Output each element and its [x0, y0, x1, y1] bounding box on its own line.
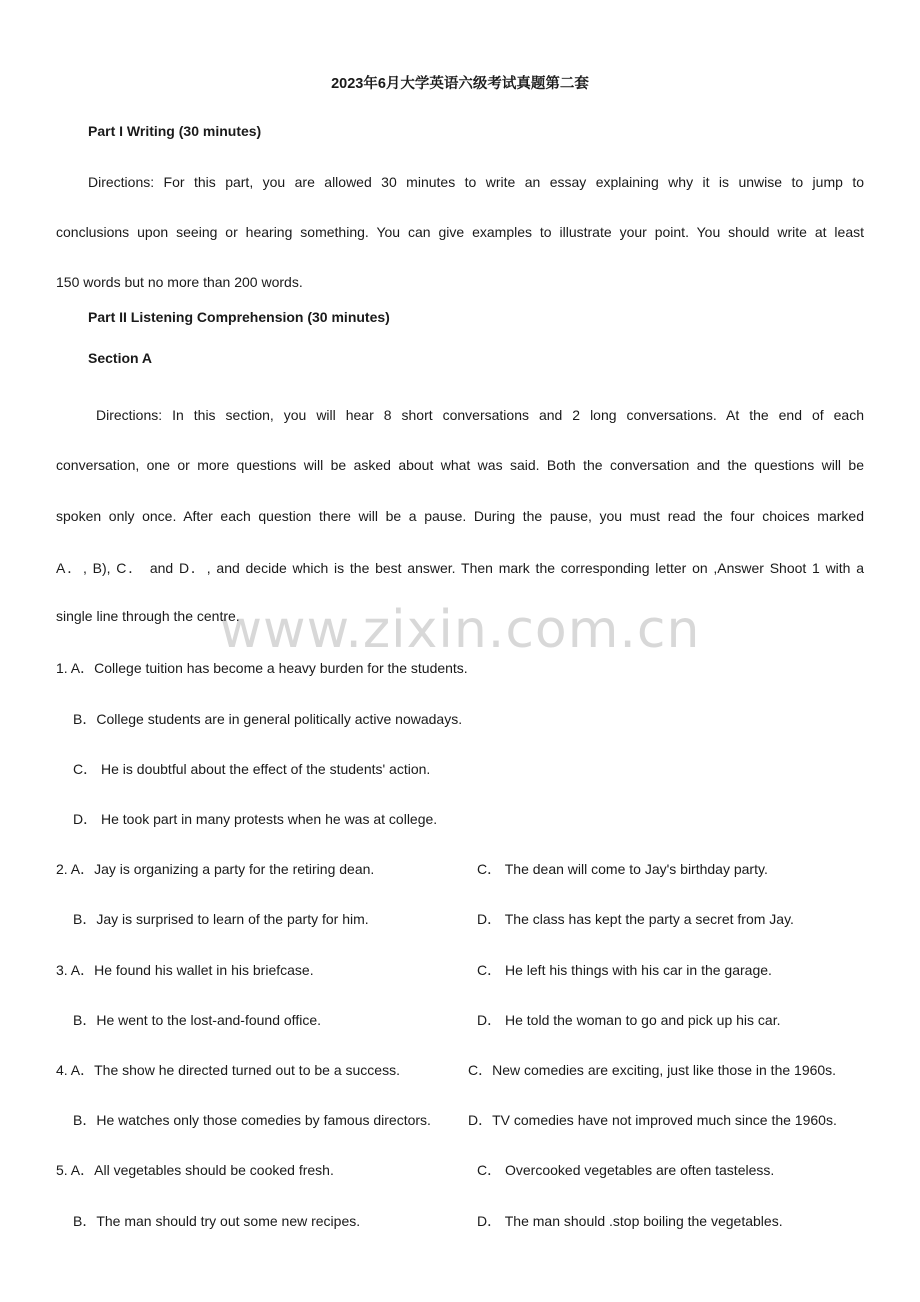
part2-directions-line-1: Directions: In this section, you will hear 8 short conversations and 2 long conversations. At the end of each: [96, 407, 864, 423]
q5-option-b: B．The man should try out some new recipes.: [73, 1213, 361, 1229]
part2-directions-line-4: A．, B), C． and D．, and decide which is the best answer. Then mark the corresponding letter on ,Answer Shoot 1 with a: [56, 560, 864, 576]
q2-option-a: 2. A．Jay is organizing a party for the retiring dean.: [56, 861, 375, 877]
part2-directions-line-3: spoken only once. After each question there will be a pause. During the pause, you must read the four choices marked: [56, 508, 864, 524]
part1-directions-line-1: Directions: For this part, you are allowed 30 minutes to write an essay explaining why it is unwise to jump to: [88, 174, 864, 190]
part1-directions-line-3: 150 words but no more than 200 words.: [56, 274, 303, 290]
q3-option-d: D． He told the woman to go and pick up his car.: [477, 1012, 781, 1028]
watermark: www.zixin.com.cn: [219, 600, 701, 660]
q4-option-b: B．He watches only those comedies by famous directors.: [73, 1112, 431, 1128]
part2-directions-line-2: conversation, one or more questions will be asked about what was said. Both the conversation and the questions will be: [56, 457, 864, 473]
page-title: 2023年6月大学英语六级考试真题第二套: [331, 76, 589, 92]
part1-heading: Part I Writing (30 minutes): [88, 123, 262, 139]
q2-option-b: B．Jay is surprised to learn of the party for him.: [73, 911, 369, 927]
q5-option-c: C． Overcooked vegetables are often tasteless.: [477, 1162, 775, 1178]
q5-option-d: D． The man should .stop boiling the vegetables.: [477, 1213, 783, 1229]
q3-option-a: 3. A．He found his wallet in his briefcase.: [56, 962, 314, 978]
q1-option-d: D． He took part in many protests when he was at college.: [73, 811, 438, 827]
q4-option-a: 4. A．The show he directed turned out to be a success.: [56, 1062, 400, 1078]
q3-option-c: C． He left his things with his car in the garage.: [477, 962, 772, 978]
q2-option-c: C． The dean will come to Jay's birthday party.: [477, 861, 768, 877]
q1-option-b: B．College students are in general politically active nowadays.: [73, 711, 463, 727]
q1-option-a: 1. A．College tuition has become a heavy burden for the students.: [56, 660, 468, 676]
q2-option-d: D． The class has kept the party a secret from Jay.: [477, 911, 794, 927]
q3-option-b: B．He went to the lost-and-found office.: [73, 1012, 321, 1028]
part2-directions-line-5: single line through the centre.: [56, 608, 240, 624]
q4-option-c: C．New comedies are exciting, just like those in the 1960s.: [468, 1062, 837, 1078]
section-a-heading: Section A: [88, 350, 153, 366]
part1-directions-line-2: conclusions upon seeing or hearing something. You can give examples to illustrate your point. You should write at least: [56, 224, 864, 240]
q1-option-c: C． He is doubtful about the effect of the students' action.: [73, 761, 431, 777]
q4-option-d: D．TV comedies have not improved much since the 1960s.: [468, 1112, 837, 1128]
part2-heading: Part II Listening Comprehension (30 minutes): [88, 309, 390, 325]
q5-option-a: 5. A．All vegetables should be cooked fresh.: [56, 1162, 334, 1178]
